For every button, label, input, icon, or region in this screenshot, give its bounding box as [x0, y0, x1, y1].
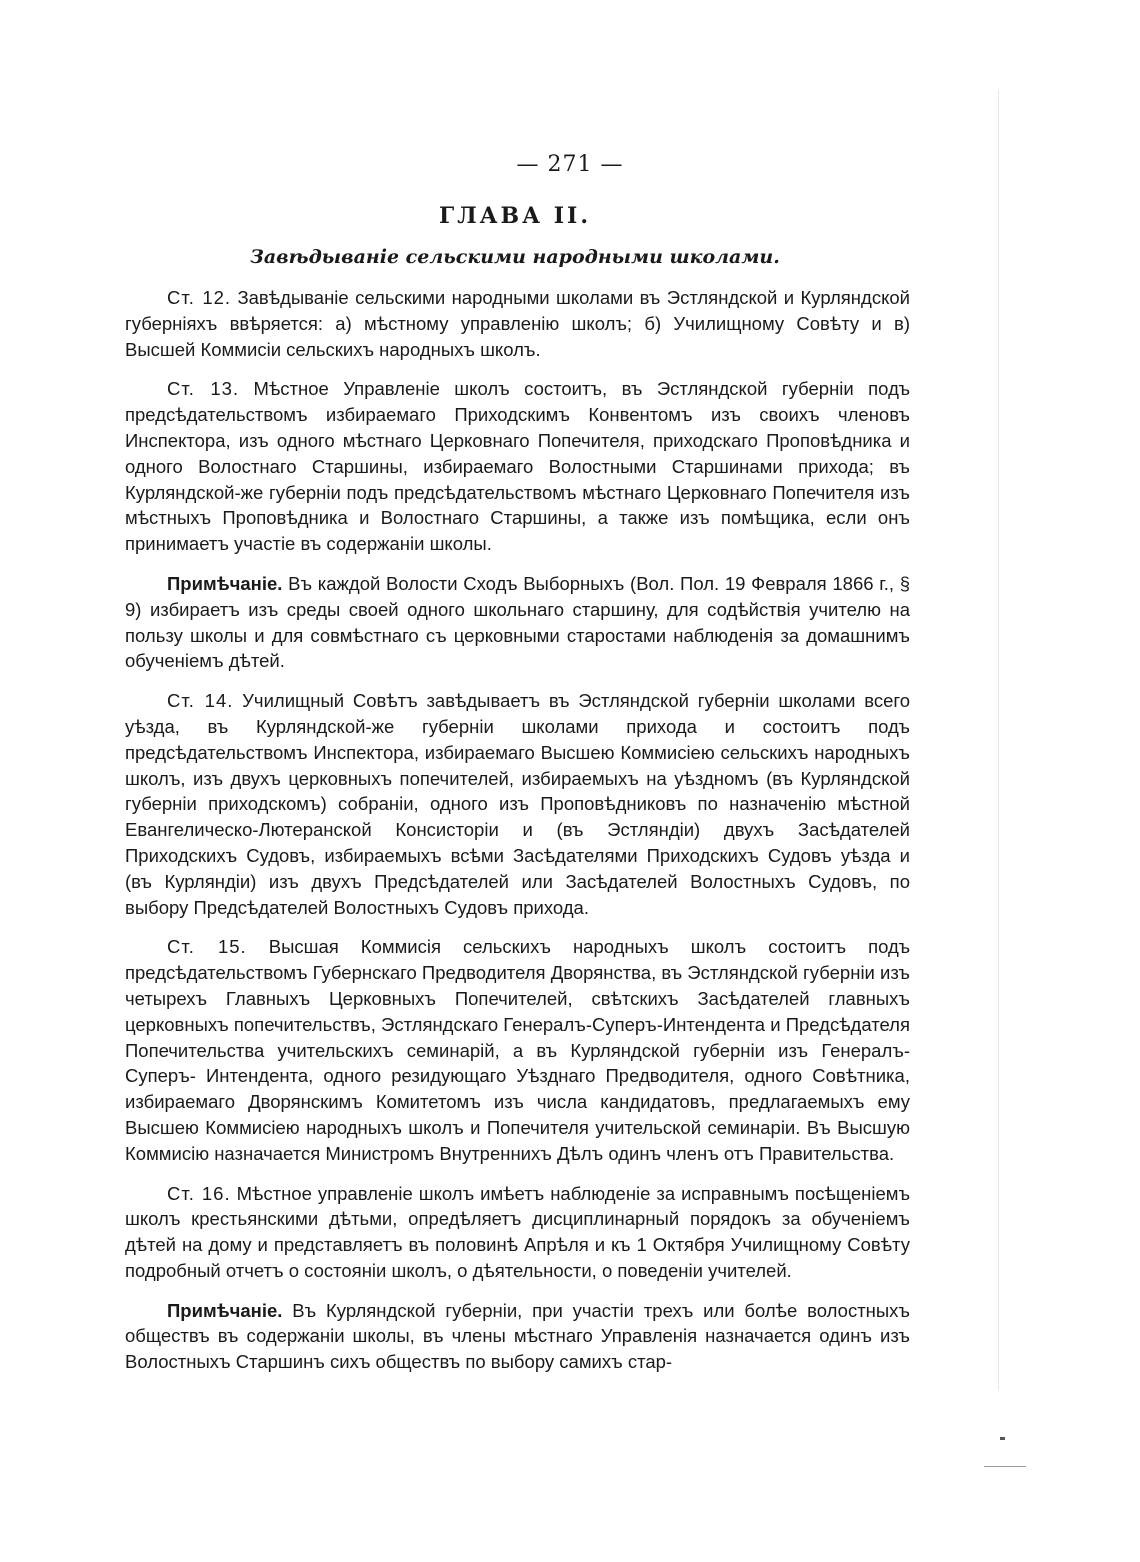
- body-text: [125, 285, 910, 1389]
- note-13: [125, 571, 910, 674]
- note-text: Въ каждой Волости Сходъ Выборныхъ (Вол. Пол. 19 Февраля 1866 г., § 9) избираетъ изъ среды своей одного школьнаго старшину, для содѣйствія учителю на пользу школы и для совмѣстнаго съ церковными старостами наблюденія за домашнимъ обученіемъ дѣтей.: [125, 572, 910, 672]
- note-label: Примѣчаніе.: [167, 1299, 283, 1321]
- article-text: Высшая Коммисія сельскихъ народныхъ школъ состоитъ подъ предсѣдательствомъ Губернскаго Предводителя Дворянства, въ Эстляндской губерніи изъ четырехъ Главныхъ Церковныхъ Попечителей, свѣтскихъ Засѣдателей главныхъ церковныхъ попечительствъ, Эстляндскаго Генералъ-Суперъ-Интендента и Предсѣдателя Попечительства учительскихъ семинарій, а въ Курляндской губерніи изъ Генералъ-Суперъ- Интендента, одного резидующаго Уѣзднаго Предводителя, одного Совѣтника, избираемаго Дворянскимъ Комитетомъ изъ числа кандидатовъ, предлагаемыхъ ему Высшею Коммисіею народныхъ школъ и Попечителя учительской семинаріи. Въ Высшую Коммисію назначается Министромъ Внутреннихъ Дѣлъ одинъ членъ отъ Правительства.: [125, 936, 911, 1164]
- article-label: Ст. 15.: [167, 936, 247, 958]
- note-label: Примѣчаніе.: [167, 572, 283, 594]
- chapter-title: ГЛАВА II.: [439, 203, 591, 229]
- article-label: Ст. 14.: [167, 690, 234, 712]
- note-16: [125, 1298, 910, 1375]
- page-number: — 271 —: [516, 152, 624, 177]
- article-12: [125, 285, 910, 362]
- article-text: Мѣстное управленіе школъ имѣетъ наблюденіе за исправнымъ посѣщеніемъ школъ крестьянскими дѣтьми, опредѣляетъ дисциплинарный порядокъ за обученіемъ дѣтей на дому и представляетъ въ половинѣ Апрѣля и къ 1 Октября Училищному Совѣту подробный отчетъ о состояніи школъ, о дѣятельности, о поведеніи учителей.: [125, 1182, 911, 1281]
- edge-mark-line: [984, 1466, 1026, 1467]
- article-14: [125, 688, 910, 920]
- note-text: Въ Курляндской губерніи, при участіи трехъ или болѣе волостныхъ обществъ въ содержаніи школы, въ члены мѣстнаго Управленія назначается одинъ изъ Волостныхъ Старшинъ сихъ обществъ по выбору самихъ стар-: [125, 1299, 910, 1373]
- edge-mark-dot: [1000, 1437, 1005, 1440]
- article-15: [125, 934, 910, 1166]
- article-text: Училищный Совѣтъ завѣдываетъ въ Эстляндской губерніи школами всего уѣзда, въ Курляндской-же губерніи школами прихода и состоитъ подъ предсѣдательствомъ Инспектора, избираемаго Высшею Коммисіею сельскихъ народныхъ школъ, изъ двухъ церковныхъ попечителей, избираемыхъ на уѣздномъ (въ Курляндской губерніи приходскомъ) собраніи, одного изъ Проповѣдниковъ по назначенію мѣстной Евангелическо-Лютеранской Консисторіи и (въ Эстляндіи) двухъ Засѣдателей Приходскихъ Судовъ, избираемыхъ всѣми Засѣдателями Приходскихъ Судовъ уѣзда и (въ Курляндіи) изъ двухъ Предсѣдателей или Засѣдателей Волостныхъ Судовъ, по выбору Предсѣдателей Волостныхъ Судовъ прихода.: [125, 690, 911, 918]
- article-16: [125, 1181, 910, 1284]
- chapter-subtitle: Завѣдываніе сельскими народными школами.: [250, 246, 780, 268]
- article-13: [125, 376, 910, 557]
- article-label: Ст. 13.: [167, 378, 240, 400]
- article-text: Завѣдываніе сельскими народными школами въ Эстляндской и Курляндской губерніяхъ ввѣряется: а) мѣстному управленію школъ; б) Училищному Совѣту и в) Высшей Коммисіи сельскихъ народныхъ школъ.: [125, 287, 910, 360]
- article-text: Мѣстное Управленіе школъ состоитъ, въ Эстляндской губерніи подъ предсѣдательствомъ избираемаго Приходскимъ Конвентомъ изъ своихъ членовъ Инспектора, изъ одного мѣстнаго Церковнаго Попечителя, приходскаго Проповѣдника и одного Волостнаго Старшины, избираемаго Волостными Старшинами прихода; въ Курляндской-же губерніи подъ предсѣдательствомъ мѣстнаго Церковнаго Попечителя изъ мѣстныхъ Проповѣдника и Волостнаго Старшины, а также изъ помѣщика, если онъ принимаетъ участіе въ содержаніи школы.: [125, 378, 911, 555]
- page-edge-line: [998, 90, 999, 1390]
- article-label: Ст. 12.: [167, 287, 232, 308]
- article-label: Ст. 16.: [167, 1182, 231, 1204]
